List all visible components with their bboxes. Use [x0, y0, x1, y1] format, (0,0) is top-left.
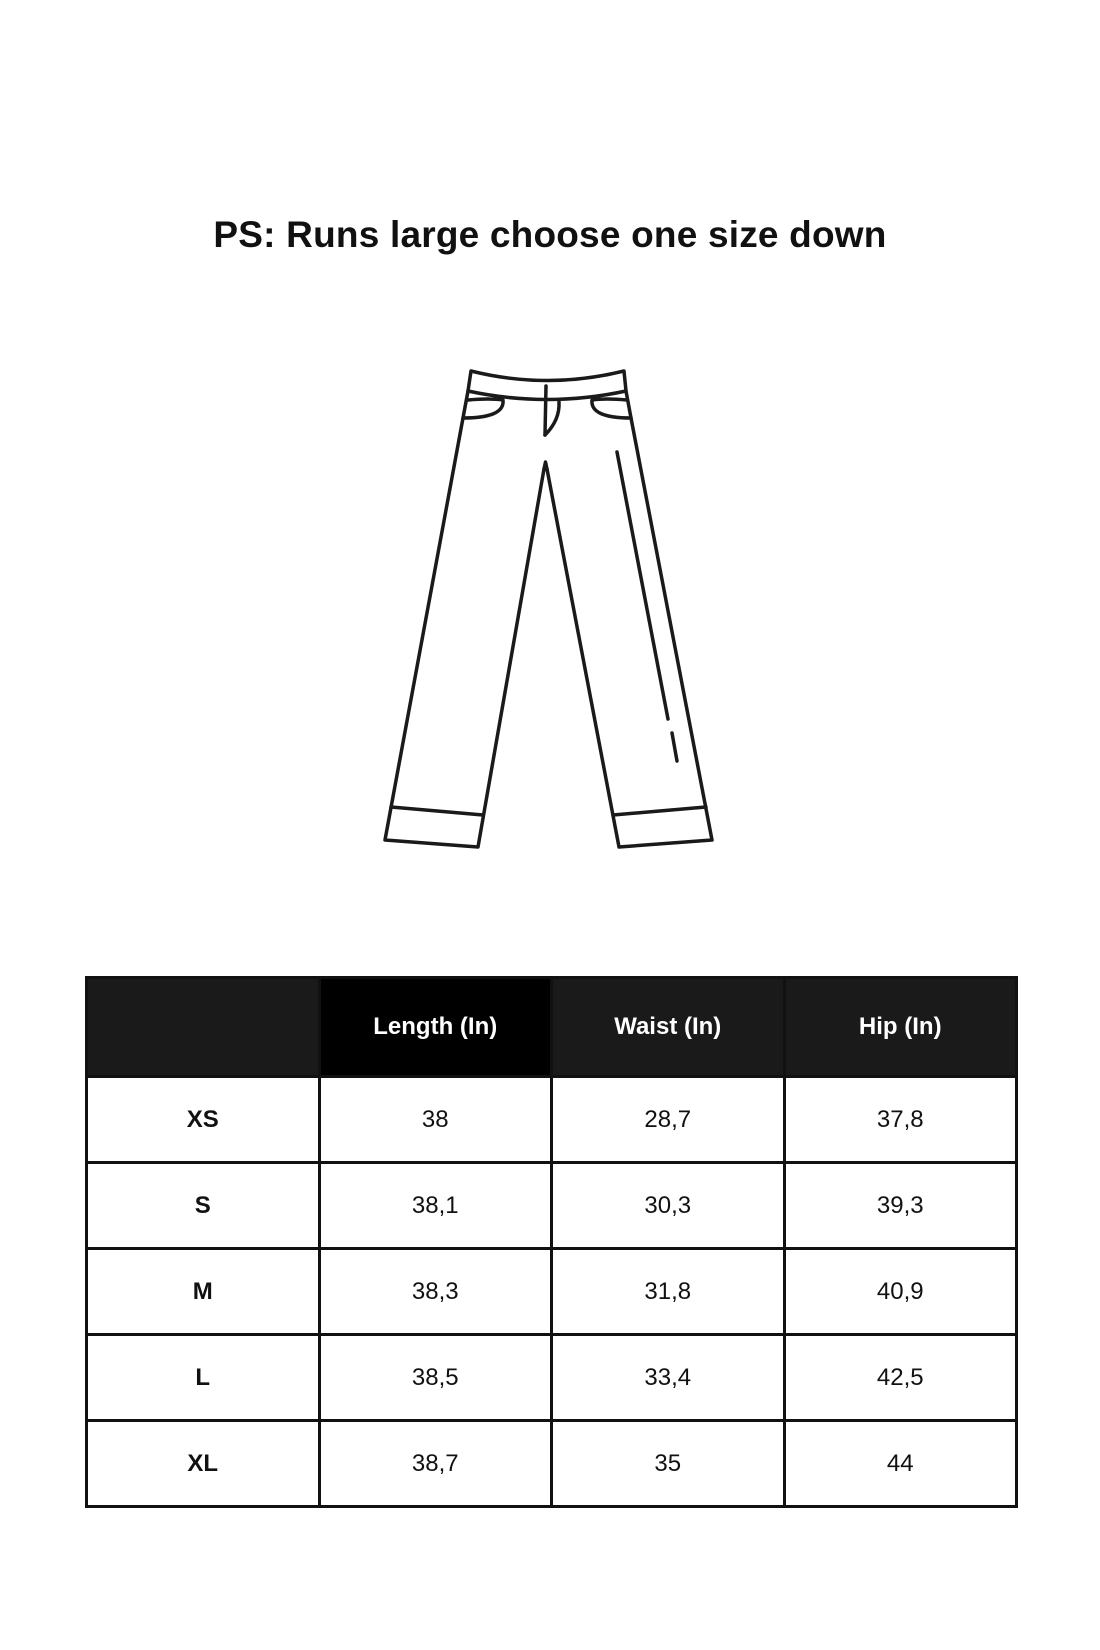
size-notice: PS: Runs large choose one size down: [213, 214, 887, 255]
size-label: XL: [87, 1421, 320, 1507]
table-row: [87, 1335, 1017, 1421]
size-label: M: [87, 1249, 320, 1335]
header-waist: Waist (In): [552, 978, 785, 1077]
length-value: 38,7: [319, 1421, 552, 1507]
table-row: [87, 1077, 1017, 1163]
waist-value: 31,8: [552, 1249, 785, 1335]
waist-value: 35: [552, 1421, 785, 1507]
header-length: Length (In): [319, 978, 552, 1077]
size-label: XS: [87, 1077, 320, 1163]
hip-value: 42,5: [784, 1335, 1017, 1421]
hip-value: 39,3: [784, 1163, 1017, 1249]
header-size-column: [87, 978, 320, 1077]
length-value: 38: [319, 1077, 552, 1163]
hip-value: 40,9: [784, 1249, 1017, 1335]
size-label: S: [87, 1163, 320, 1249]
table-row: [87, 1421, 1017, 1507]
length-value: 38,1: [319, 1163, 552, 1249]
waist-value: 33,4: [552, 1335, 785, 1421]
hip-value: 37,8: [784, 1077, 1017, 1163]
size-chart-table: [85, 976, 1018, 1508]
length-value: 38,3: [319, 1249, 552, 1335]
table-row: [87, 1163, 1017, 1249]
waist-value: 30,3: [552, 1163, 785, 1249]
pants-illustration: [370, 362, 720, 882]
table-row: [87, 1249, 1017, 1335]
hip-value: 44: [784, 1421, 1017, 1507]
length-value: 38,5: [319, 1335, 552, 1421]
table-header-row: [87, 978, 1017, 1077]
header-hip: Hip (In): [784, 978, 1017, 1077]
waist-value: 28,7: [552, 1077, 785, 1163]
size-label: L: [87, 1335, 320, 1421]
pants-outline-icon: [370, 362, 720, 882]
